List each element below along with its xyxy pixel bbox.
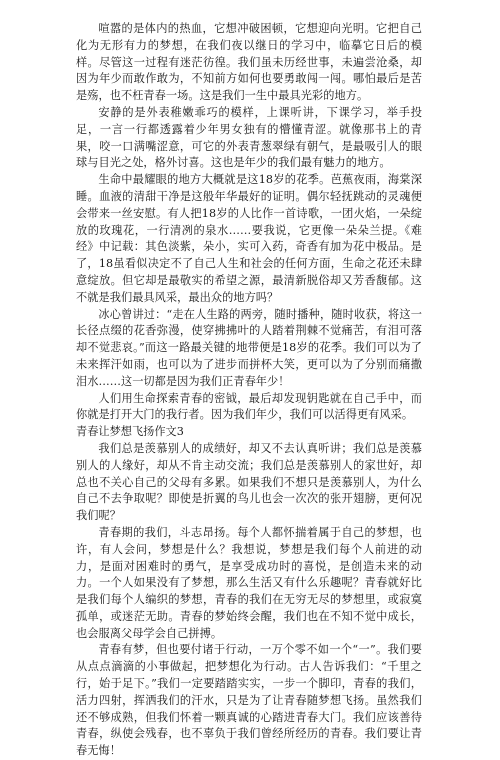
paragraph-2: 安静的是外表稚嫩乖巧的模样，上课听讲，下课学习，举手投足，一言一行都透露着少年男女独有的懵懂青涩。就像那书上的青果，咬一口满嘴涩意，可它的外表青葱翠绿有朝气，是最吸引人的眼球与目光之处，格外讨喜。这也是年少的我们最有魅力的地方。 (76, 105, 422, 170)
paragraph-1: 喧嚣的是体内的热血，它想冲破困顿，它想迎向光明。它把自己化为无形有力的梦想，在我们夜以继日的学习中，临摹它日后的模样。尽管这一过程有迷茫彷徨。我们虽未历经世事，未遍尝沧桑，却因为年少而敢作敢为，不知前方如何也要勇敢闯一闯。哪怕最后是苦是殇，也不枉青春一场。这是我们一生中最具光彩的地方。 (76, 22, 422, 103)
paragraph-8: 青春有梦，但也要付诸于行动，一万个零不如一个“一”。我们要从点点滴滴的小事做起，把梦想化为行动。古人告诉我们：“千里之行，始于足下。”我们一定要踏踏实实，一步一个脚印，青春的我们，活力四射，挥洒我们的汗水，只是为了让青春随梦想飞扬。虽然我们还不够成熟，但我们怀着一颗真诚的心踏进青春大门。我们应该善待青春，纵使会残春，也不辜负于我们曾经所经历的青春。我们要让青春无悔！ (76, 643, 422, 758)
paragraph-4: 冰心曾讲过：“走在人生路的两旁，随时播种，随时收获，将这一长径点缀的花香弥漫，使穿拂拂叶的人踏着荆棘不觉痛苦，有泪可落却不觉悲哀。”而这一路最关键的地带便是18岁的花季。我们可以为了未来挥汗如雨，也可以为了进步而拼杯大笑，更可以为了分别而痛撒泪水……这一切都是因为我们正青春年少！ (76, 307, 422, 388)
paragraph-3: 生命中最耀眼的地方大概就是这18岁的花季。芭蕉夜雨，海棠深睡。血液的清甜干净是这般年华最好的证明。偶尔轻抚跳动的灵魂便会带来一丝安慰。有人把18岁的人比作一首诗歌，一团火焰，一朵绽放的玫瑰花，一行清冽的泉水……要我说，它更像一朵朵兰提。《难经》中记载：其色淡紫，朵小，实可入药，奇香有加为花中极品。是了，18虽看似决定不了自己人生和社会的任何方面，生命之花还未肆意绽放。但它却是最敬实的希望之源，最清新脱俗却又芳香馥郁。这不就是我们最具风采，最出众的地方吗？ (76, 173, 422, 304)
section-heading: 青春让梦想飞扬作文3 (76, 425, 184, 439)
document-body (76, 21, 422, 760)
paragraph-6: 我们总是羡慕别人的成绩好，却又不去认真听讲；我们总是羡慕别人的人缘好，却从不肯主动交流；我们总是羡慕别人的家世好，却总也不关心自己的父母有多累。如果我们不想只是羡慕别人，为什么自己不去争取呢？即使是折翼的鸟儿也会一次次的张开翅膀，更何况我们呢？ (76, 441, 422, 523)
paragraph-7: 青春期的我们，斗志昂扬。每个人都怀揣着属于自己的梦想，也许，有人会问，梦想是什么？我想说，梦想是我们每个人前进的动力，是面对困难时的勇气，是享受成功时的喜悦，是创造未来的动力。一个人如果没有了梦想，那么生活又有什么乐趣呢？青春就好比是我们每个人编织的梦想，青春的我们在无穷无尽的梦想里，或寂寞孤单，或迷茫无助。青春的梦始终会醒，我们也在不知不觉中成长，也会服离父母学会自己拼搏。 (76, 525, 422, 640)
paragraph-5: 人们用生命探索青春的密钺，最后却发现钥匙就在自己手中，而你就是打开大门的我行者。因为我们年少，我们可以活得更有风采。 (76, 391, 422, 422)
